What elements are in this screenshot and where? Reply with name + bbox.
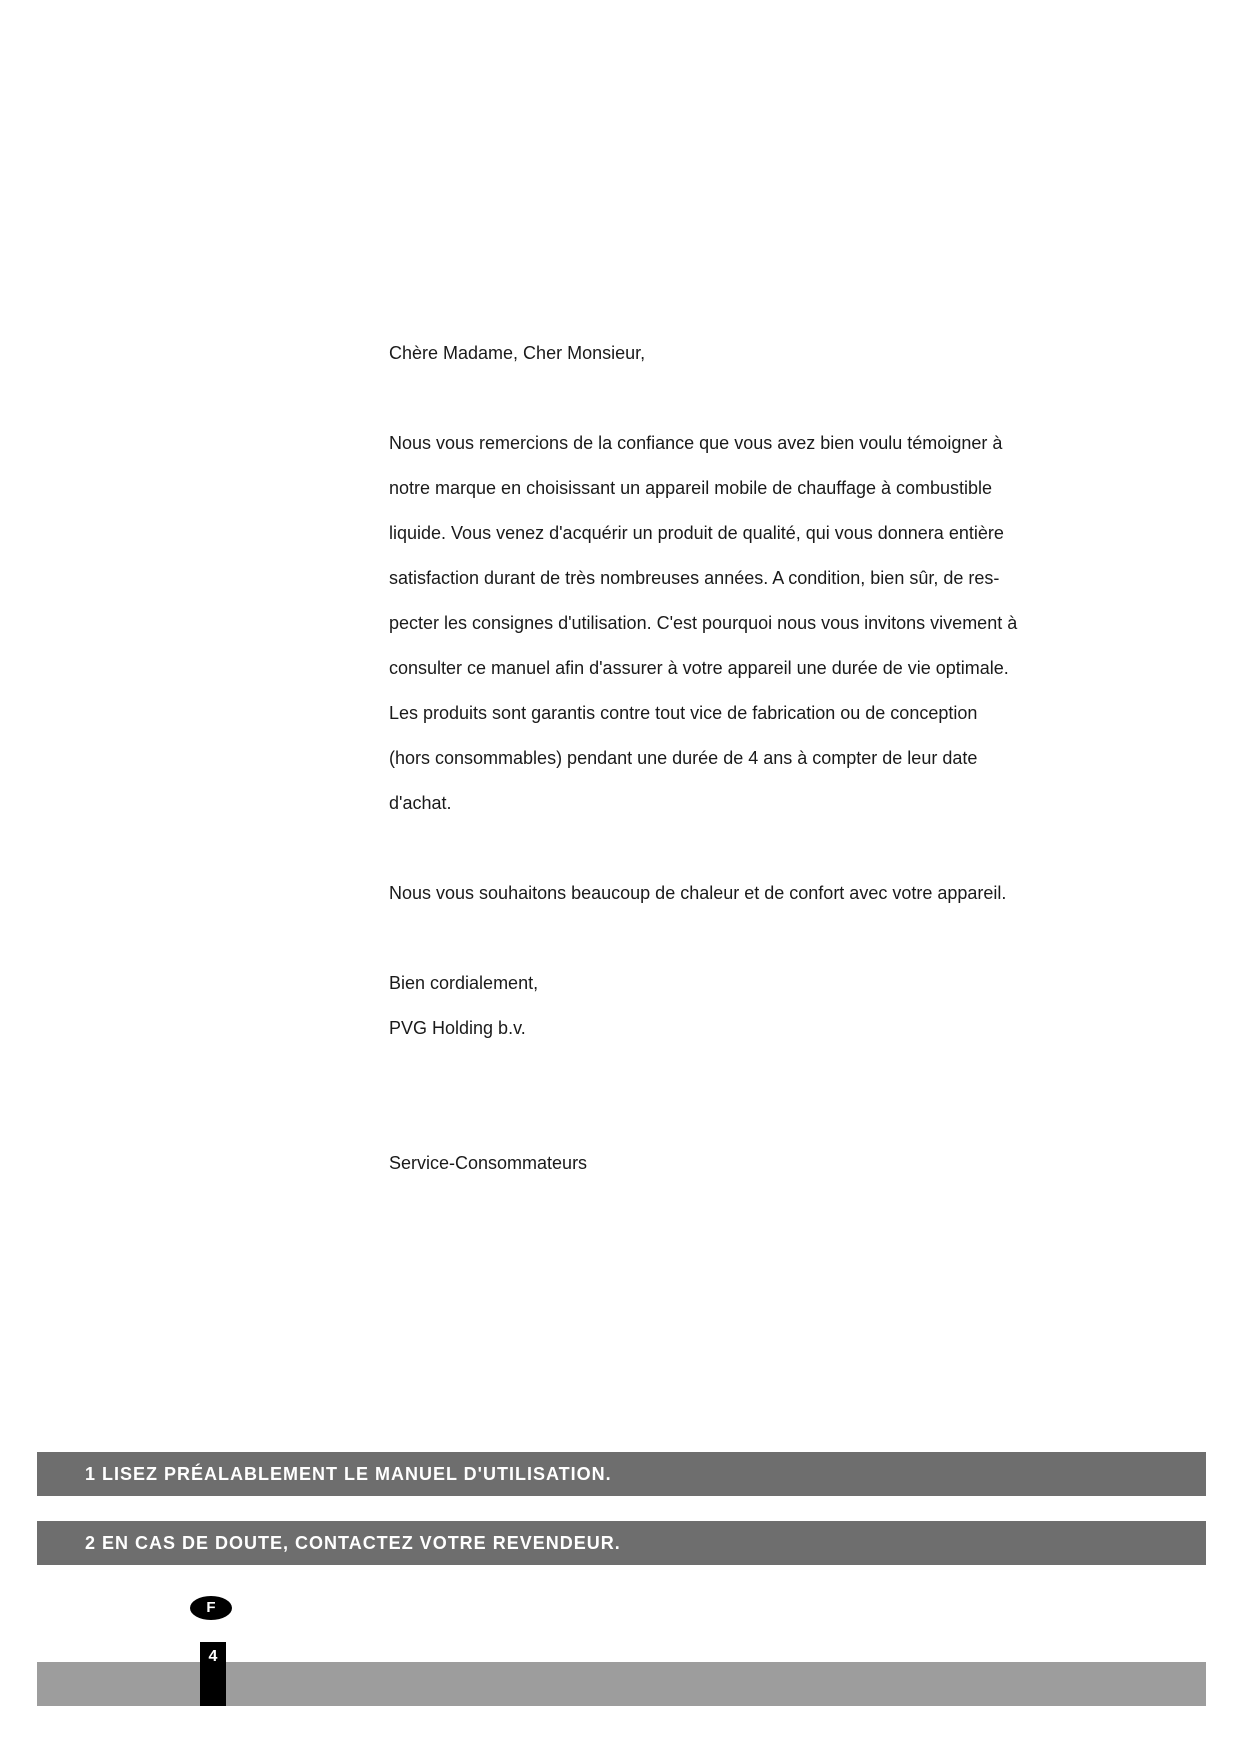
company-name: PVG Holding b.v. <box>389 1018 526 1038</box>
body-line: d'achat. <box>389 793 452 813</box>
instruction-banner-2: 2 EN CAS DE DOUTE, CONTACTEZ VOTRE REVENDEUR. <box>37 1521 1206 1565</box>
body-line: Nous vous remercions de la confiance que vous avez bien voulu témoigner à <box>389 433 1003 453</box>
department-name: Service-Consommateurs <box>389 1153 588 1173</box>
body-line: satisfaction durant de très nombreuses années. A condition, bien sûr, de res- <box>389 568 1000 588</box>
language-badge: F <box>190 1596 232 1620</box>
instruction-banner-1: 1 LISEZ PRÉALABLEMENT LE MANUEL D'UTILISATION. <box>37 1452 1206 1496</box>
page-number: 4 <box>200 1642 226 1706</box>
salutation: Chère Madame, Cher Monsieur, <box>389 343 646 363</box>
body-line: Les produits sont garantis contre tout vice de fabrication ou de conception <box>389 703 978 723</box>
wish-line: Nous vous souhaitons beaucoup de chaleur et de confort avec votre appareil. <box>389 883 1007 903</box>
body-line: notre marque en choisissant un appareil mobile de chauffage à combustible <box>389 478 993 498</box>
body-line: (hors consommables) pendant une durée de 4 ans à compter de leur date <box>389 748 978 768</box>
body-line: consulter ce manuel afin d'assurer à votre appareil une durée de vie optimale. <box>389 658 1009 678</box>
closing: Bien cordialement, <box>389 973 539 993</box>
body-line: liquide. Vous venez d'acquérir un produit de qualité, qui vous donnera entière <box>389 523 1004 543</box>
body-line: pecter les consignes d'utilisation. C'est pourquoi nous vous invitons vivement à <box>389 613 1018 633</box>
